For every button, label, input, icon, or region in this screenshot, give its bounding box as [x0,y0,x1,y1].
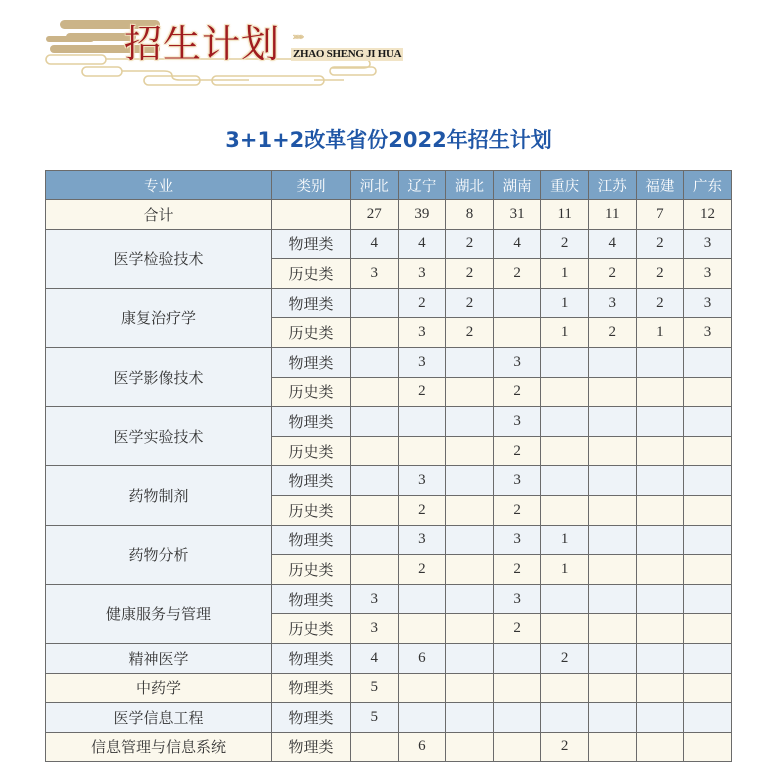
quota-cell [398,436,446,466]
quota-cell: 2 [493,555,541,585]
quota-cell: 3 [493,584,541,614]
quota-cell [398,673,446,703]
quota-cell [398,584,446,614]
table-row [46,643,732,673]
quota-cell: 5 [351,703,399,733]
quota-cell [588,584,636,614]
quota-cell [588,436,636,466]
quota-cell [636,525,684,555]
quota-cell [351,288,399,318]
quota-cell [684,584,732,614]
quota-cell [351,495,399,525]
major-name: 药物制剂 [46,466,272,525]
quota-cell: 2 [398,555,446,585]
major-name: 精神医学 [46,643,272,673]
table-row [46,407,732,437]
header-province: 广东 [684,171,732,200]
quota-cell: 2 [446,229,494,259]
total-value: 11 [588,200,636,230]
quota-cell: 1 [541,555,589,585]
quota-cell [541,584,589,614]
quota-cell: 1 [541,525,589,555]
header-province: 福建 [636,171,684,200]
quota-cell [351,436,399,466]
banner-pinyin: ZHAO SHENG JI HUA [293,48,402,60]
quota-cell [636,347,684,377]
quota-cell [684,614,732,644]
quota-cell [446,703,494,733]
quota-cell [493,643,541,673]
quota-cell [684,495,732,525]
quota-cell: 3 [684,229,732,259]
quota-cell: 4 [493,229,541,259]
quota-cell [636,673,684,703]
quota-cell: 3 [351,259,399,289]
quota-cell: 4 [351,643,399,673]
section-banner [44,14,424,86]
quota-cell [636,407,684,437]
subject-type: 物理类 [272,643,351,673]
quota-cell: 3 [398,466,446,496]
quota-cell: 2 [493,436,541,466]
quota-cell: 2 [398,288,446,318]
table-row [46,229,732,259]
subject-type: 物理类 [272,584,351,614]
quota-cell: 4 [351,229,399,259]
quota-cell [351,407,399,437]
quota-cell [588,495,636,525]
total-value: 31 [493,200,541,230]
quota-cell: 2 [446,259,494,289]
total-value: 11 [541,200,589,230]
quota-cell [636,643,684,673]
quota-cell [684,377,732,407]
quota-cell: 2 [541,229,589,259]
total-value: 7 [636,200,684,230]
header-province: 湖北 [446,171,494,200]
total-value: 8 [446,200,494,230]
header-major: 专业 [46,171,272,200]
table-row [46,466,732,496]
subject-type: 物理类 [272,466,351,496]
quota-cell [588,614,636,644]
total-label: 合计 [46,200,272,230]
quota-cell [636,555,684,585]
subject-type: 物理类 [272,732,351,762]
subject-type: 物理类 [272,703,351,733]
quota-cell [446,407,494,437]
quota-cell [446,377,494,407]
quota-cell [351,318,399,348]
quota-cell: 2 [636,288,684,318]
subject-type: 物理类 [272,673,351,703]
quota-cell [684,703,732,733]
quota-cell [351,525,399,555]
quota-cell: 2 [493,495,541,525]
quota-cell [684,525,732,555]
quota-cell [398,703,446,733]
quota-cell [541,407,589,437]
quota-cell: 2 [446,318,494,348]
quota-cell [493,318,541,348]
quota-cell: 2 [636,229,684,259]
quota-cell [636,466,684,496]
chevrons-icon: ››››››› [292,30,302,43]
quota-cell [446,614,494,644]
quota-cell [588,703,636,733]
total-value: 12 [684,200,732,230]
quota-cell [588,377,636,407]
quota-cell [684,466,732,496]
quota-cell [684,643,732,673]
quota-cell [446,584,494,614]
quota-cell [398,407,446,437]
quota-cell [351,555,399,585]
quota-cell [398,614,446,644]
quota-cell [588,732,636,762]
quota-cell [446,495,494,525]
header-province: 辽宁 [398,171,446,200]
table-row [46,732,732,762]
quota-cell [541,347,589,377]
quota-cell [588,525,636,555]
quota-cell: 2 [541,643,589,673]
header-province: 重庆 [541,171,589,200]
quota-cell [588,673,636,703]
quota-cell [446,673,494,703]
table-row [46,673,732,703]
quota-cell: 2 [493,377,541,407]
quota-cell [636,614,684,644]
quota-cell [351,732,399,762]
banner-title: 招生计划 [124,22,281,66]
quota-cell [588,407,636,437]
header-province: 河北 [351,171,399,200]
subject-type: 历史类 [272,555,351,585]
quota-cell: 3 [684,259,732,289]
quota-cell [684,555,732,585]
quota-cell: 2 [493,614,541,644]
quota-cell [684,673,732,703]
subject-type: 物理类 [272,347,351,377]
quota-cell [446,732,494,762]
table-row [46,288,732,318]
quota-cell: 3 [493,525,541,555]
quota-cell: 2 [636,259,684,289]
quota-cell: 3 [398,318,446,348]
quota-cell [541,495,589,525]
table-header-row [46,171,732,200]
major-name: 信息管理与信息系统 [46,732,272,762]
quota-cell: 3 [588,288,636,318]
quota-cell: 3 [493,466,541,496]
subject-type: 物理类 [272,525,351,555]
quota-cell [541,673,589,703]
quota-cell [493,673,541,703]
quota-cell [351,377,399,407]
quota-cell [588,555,636,585]
subject-type: 物理类 [272,229,351,259]
table-row [46,703,732,733]
major-name: 健康服务与管理 [46,584,272,643]
quota-cell [541,377,589,407]
quota-cell: 3 [398,259,446,289]
quota-cell: 3 [493,347,541,377]
quota-cell [588,347,636,377]
major-name: 医学影像技术 [46,347,272,406]
quota-cell [636,436,684,466]
page-title: 3+1+2改革省份2022年招生计划 [225,128,552,152]
quota-cell: 3 [351,614,399,644]
total-value: 39 [398,200,446,230]
subject-type: 物理类 [272,407,351,437]
quota-cell: 1 [541,259,589,289]
quota-cell [541,436,589,466]
quota-cell [541,466,589,496]
quota-cell: 4 [398,229,446,259]
quota-cell: 3 [398,525,446,555]
quota-cell [493,732,541,762]
quota-cell: 2 [541,732,589,762]
table-row [46,347,732,377]
header-province: 江苏 [588,171,636,200]
subject-type: 物理类 [272,288,351,318]
quota-cell [541,614,589,644]
quota-cell: 3 [351,584,399,614]
quota-cell: 2 [588,318,636,348]
quota-cell [446,643,494,673]
header-province: 湖南 [493,171,541,200]
quota-cell: 5 [351,673,399,703]
quota-cell: 1 [541,318,589,348]
total-type [272,200,351,230]
quota-cell: 2 [446,288,494,318]
quota-cell [446,436,494,466]
quota-cell: 2 [398,495,446,525]
quota-cell: 3 [493,407,541,437]
quota-cell: 2 [588,259,636,289]
quota-cell [446,555,494,585]
quota-cell: 1 [636,318,684,348]
table-row [46,525,732,555]
quota-cell: 4 [588,229,636,259]
major-name: 康复治疗学 [46,288,272,347]
major-name: 中药学 [46,673,272,703]
quota-cell: 2 [493,259,541,289]
quota-cell [636,377,684,407]
quota-cell [588,466,636,496]
quota-cell [446,525,494,555]
enrollment-plan-table [45,170,732,762]
quota-cell [636,703,684,733]
quota-cell [588,643,636,673]
quota-cell: 3 [684,318,732,348]
quota-cell: 3 [684,288,732,318]
quota-cell [636,495,684,525]
quota-cell [493,288,541,318]
quota-cell [684,732,732,762]
quota-cell: 1 [541,288,589,318]
major-name: 医学检验技术 [46,229,272,288]
major-name: 药物分析 [46,525,272,584]
header-type: 类别 [272,171,351,200]
major-name: 医学信息工程 [46,703,272,733]
total-value: 27 [351,200,399,230]
subject-type: 历史类 [272,377,351,407]
subject-type: 历史类 [272,495,351,525]
quota-cell: 3 [398,347,446,377]
quota-cell [684,347,732,377]
subject-type: 历史类 [272,436,351,466]
quota-cell: 6 [398,732,446,762]
subject-type: 历史类 [272,318,351,348]
subject-type: 历史类 [272,259,351,289]
quota-cell [636,584,684,614]
major-name: 医学实验技术 [46,407,272,466]
quota-cell [684,407,732,437]
quota-cell [684,436,732,466]
quota-cell [446,466,494,496]
subject-type: 历史类 [272,614,351,644]
quota-cell: 6 [398,643,446,673]
total-row [46,200,732,230]
quota-cell [493,703,541,733]
quota-cell [351,466,399,496]
quota-cell [446,347,494,377]
quota-cell [541,703,589,733]
quota-cell [636,732,684,762]
quota-cell [351,347,399,377]
table-row [46,584,732,614]
quota-cell: 2 [398,377,446,407]
